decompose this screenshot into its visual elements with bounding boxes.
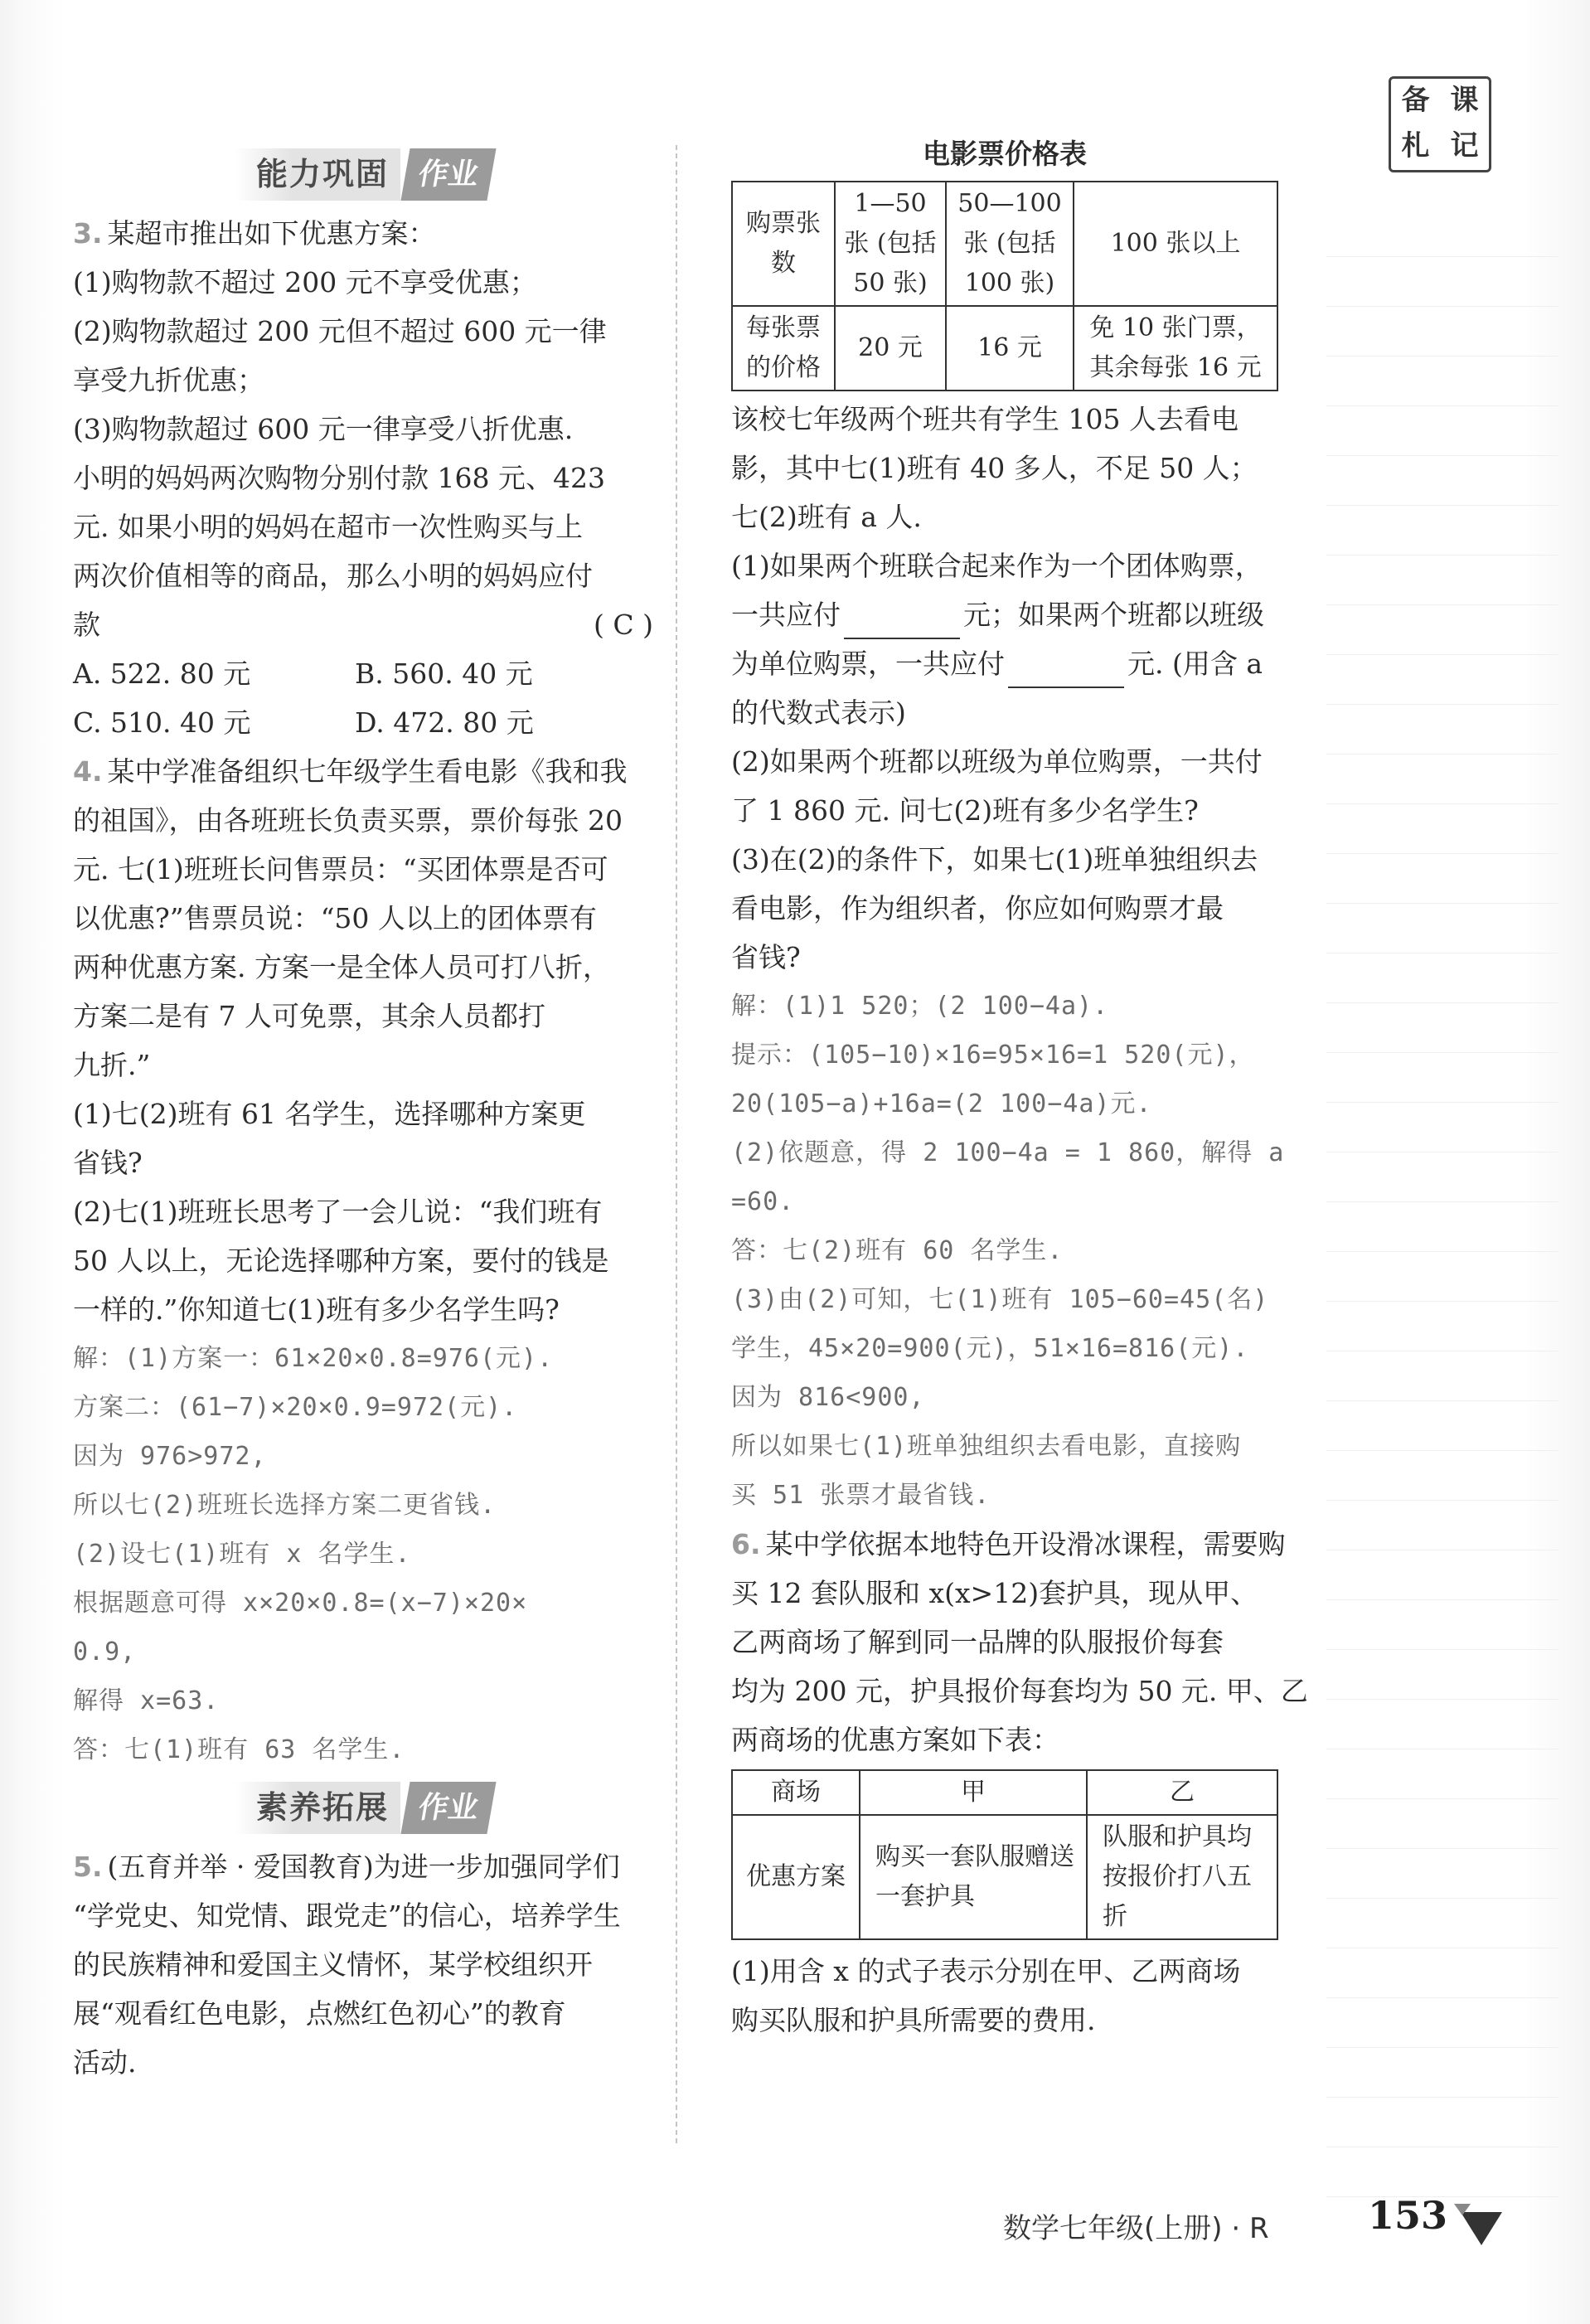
question-text: 两种优惠方案. 方案一是全体人员可打八折， bbox=[73, 951, 610, 983]
solution-text: 所以七(2)班班长选择方案二更省钱. bbox=[73, 1491, 497, 1520]
discount-table bbox=[731, 1769, 1278, 1940]
ticket-price-table bbox=[731, 181, 1278, 391]
table-cell: 免 10 张门票，其余每张 16 元 bbox=[1074, 306, 1277, 391]
question-text: 某中学依据本地特色开设滑冰课程，需要购 bbox=[765, 1528, 1286, 1560]
table-cell: 购票张数 bbox=[732, 182, 835, 306]
answer-choice: ( C ) bbox=[594, 609, 653, 641]
solution-text: 解：(1)1 520；(2 100−4a). bbox=[731, 992, 1109, 1021]
question-5-body bbox=[731, 395, 1285, 1520]
question-text: 一共应付 bbox=[731, 599, 841, 631]
question-text: (1)七(2)班有 61 名学生，选择哪种方案更 bbox=[73, 1098, 586, 1130]
solution-text: 0.9, bbox=[73, 1637, 137, 1667]
question-text: 九折.” bbox=[73, 1049, 151, 1081]
solution-text: 解：(1)方案一：61×20×0.8=976(元). bbox=[73, 1344, 554, 1373]
table-cell: 1—50 张 (包括 50 张) bbox=[835, 182, 946, 306]
question-text: 元；如果两个班都以班级 bbox=[963, 599, 1264, 631]
question-text: 某超市推出如下优惠方案： bbox=[107, 217, 436, 250]
question-text: 小明的妈妈两次购物分别付款 168 元、423 bbox=[73, 462, 605, 494]
question-text: 两次价值相等的商品，那么小明的妈妈应付 bbox=[73, 560, 593, 592]
solution-text: 解得 x=63. bbox=[73, 1686, 220, 1715]
notes-char: 备 bbox=[1401, 84, 1430, 117]
page-number: 153 bbox=[1368, 2193, 1448, 2238]
option-b: B. 560. 40 元 bbox=[355, 657, 533, 690]
table-cell: 16 元 bbox=[946, 306, 1074, 391]
question-text: 七(2)班有 a 人. bbox=[731, 501, 922, 533]
solution-text: (3)由(2)可知，七(1)班有 105−60=45(名) bbox=[731, 1285, 1269, 1314]
solution-text: 方案二：(61−7)×20×0.9=972(元). bbox=[73, 1393, 518, 1422]
section-tag: 作业 bbox=[400, 1782, 496, 1834]
question-text: 了 1 860 元. 问七(2)班有多少名学生? bbox=[731, 794, 1199, 827]
question-text: 看电影，作为组织者，你应如何购票才最 bbox=[731, 892, 1224, 924]
column-divider bbox=[676, 145, 677, 2143]
question-text: (2)如果两个班都以班级为单位购票，一共付 bbox=[731, 745, 1263, 778]
question-number: 4. bbox=[73, 755, 103, 788]
question-text: 均为 200 元，护具报价每套均为 50 元. 甲、乙 bbox=[731, 1675, 1308, 1707]
table-cell: 优惠方案 bbox=[732, 1815, 860, 1939]
solution-text: 因为 816<900, bbox=[731, 1383, 925, 1412]
question-text: (2)购物款超过 200 元但不超过 600 元一律 bbox=[73, 315, 607, 347]
question-text: “学党史、知党情、跟党走”的信心，培养学生 bbox=[73, 1899, 621, 1932]
question-text: 款 bbox=[73, 609, 100, 641]
table-cell: 20 元 bbox=[835, 306, 946, 391]
solution-text: 提示：(105−10)×16=95×16=1 520(元)， bbox=[731, 1041, 1255, 1070]
solution-text: 因为 976>972, bbox=[73, 1442, 267, 1471]
question-text: 的祖国》，由各班班长负责买票，票价每张 20 bbox=[73, 804, 623, 837]
question-text: 展“观看红色电影，点燃红色初心”的教育 bbox=[73, 1997, 566, 2030]
section-header-ability bbox=[73, 148, 653, 201]
option-c: C. 510. 40 元 bbox=[73, 706, 251, 739]
question-number: 6. bbox=[731, 1528, 761, 1560]
question-text: (3)在(2)的条件下，如果七(1)班单独组织去 bbox=[731, 843, 1258, 876]
answer-blank[interactable] bbox=[844, 613, 960, 639]
table-cell: 队服和护具均按报价打八五折 bbox=[1087, 1815, 1277, 1939]
question-text: (1)购物款不超过 200 元不享受优惠； bbox=[73, 266, 537, 298]
solution-text: (2)设七(1)班有 x 名学生. bbox=[73, 1540, 411, 1569]
notes-margin-lines bbox=[1326, 207, 1558, 2197]
question-text: 的代数式表示) bbox=[731, 696, 906, 729]
solution-text: 答：七(2)班有 60 名学生. bbox=[731, 1236, 1064, 1265]
solution-text: 买 51 张票才最省钱. bbox=[731, 1481, 991, 1510]
question-text: 的民族精神和爱国主义情怀，某学校组织开 bbox=[73, 1948, 593, 1981]
question-text: 乙两商场了解到同一品牌的队服报价每套 bbox=[731, 1626, 1224, 1658]
question-text: 为单位购票，一共应付 bbox=[731, 648, 1005, 680]
question-text: 影，其中七(1)班有 40 多人，不足 50 人； bbox=[731, 452, 1258, 484]
table-header: 乙 bbox=[1087, 1770, 1277, 1815]
question-text: 方案二是有 7 人可免票，其余人员都打 bbox=[73, 1000, 545, 1032]
question-text: (2)七(1)班班长思考了一会儿说：“我们班有 bbox=[73, 1196, 603, 1228]
table-cell: 每张票的价格 bbox=[732, 306, 835, 391]
solution-text: 所以如果七(1)班单独组织去看电影，直接购 bbox=[731, 1432, 1242, 1461]
question-text: 购买队服和护具所需要的费用. bbox=[731, 2004, 1096, 2036]
notes-char: 记 bbox=[1450, 129, 1479, 163]
notes-char: 札 bbox=[1401, 129, 1430, 163]
section-tag: 作业 bbox=[400, 148, 496, 201]
solution-text: 根据题意可得 x×20×0.8=(x−7)×20× bbox=[73, 1589, 528, 1618]
question-text: (五育并举 · 爱国教育)为进一步加强同学们 bbox=[107, 1851, 620, 1883]
question-text: 两商场的优惠方案如下表： bbox=[731, 1724, 1059, 1756]
question-text: 买 12 套队服和 x(x>12)套护具，现从甲、 bbox=[731, 1577, 1258, 1609]
solution-text: 学生，45×20=900(元)，51×16=816(元). bbox=[731, 1334, 1249, 1363]
question-4 bbox=[73, 747, 653, 1774]
corner-arrow-icon bbox=[1452, 2195, 1510, 2254]
table-cell: 50—100 张 (包括 100 张) bbox=[946, 182, 1074, 306]
solution-text: =60. bbox=[731, 1187, 795, 1216]
solution-text: (2)依题意，得 2 100−4a = 1 860，解得 a bbox=[731, 1138, 1285, 1167]
solution-text: 20(105−a)+16a=(2 100−4a)元. bbox=[731, 1089, 1152, 1118]
question-text: 该校七年级两个班共有学生 105 人去看电 bbox=[731, 403, 1239, 435]
section-title: 能力巩固 bbox=[235, 148, 400, 201]
section-header-extension bbox=[73, 1781, 653, 1834]
question-text: 元. 七(1)班班长问售票员：“买团体票是否可 bbox=[73, 853, 608, 885]
question-text: 省钱? bbox=[73, 1147, 143, 1179]
table-cell: 100 张以上 bbox=[1074, 182, 1277, 306]
question-text: (1)如果两个班联合起来作为一个团体购票， bbox=[731, 550, 1263, 582]
table-title: 电影票价格表 bbox=[923, 138, 1087, 170]
question-3 bbox=[73, 209, 653, 747]
question-5-intro bbox=[73, 1842, 653, 2087]
question-6 bbox=[731, 1520, 1308, 2045]
table-header: 商场 bbox=[732, 1770, 860, 1815]
question-text: 某中学准备组织七年级学生看电影《我和我 bbox=[107, 755, 628, 788]
question-text: 省钱? bbox=[731, 941, 801, 973]
question-text: 以优惠?”售票员说：“50 人以上的团体票有 bbox=[73, 902, 597, 934]
answer-blank[interactable] bbox=[1008, 662, 1124, 688]
options-row bbox=[73, 698, 653, 747]
question-text: (1)用含 x 的式子表示分别在甲、乙两商场 bbox=[731, 1955, 1241, 1987]
section-title: 素养拓展 bbox=[235, 1782, 400, 1834]
options-row bbox=[73, 649, 653, 698]
question-text: 元. 如果小明的妈妈在超市一次性购买与上 bbox=[73, 511, 583, 543]
question-number: 3. bbox=[73, 217, 103, 250]
question-number: 5. bbox=[73, 1851, 103, 1883]
question-text: 50 人以上，无论选择哪种方案，要付的钱是 bbox=[73, 1244, 609, 1277]
option-a: A. 522. 80 元 bbox=[73, 657, 251, 690]
table-header: 甲 bbox=[860, 1770, 1087, 1815]
question-text: (3)购物款超过 600 元一律享受八折优惠. bbox=[73, 413, 574, 445]
book-title-footer: 数学七年级(上册) · R bbox=[1003, 2212, 1269, 2245]
solution-text: 答：七(1)班有 63 名学生. bbox=[73, 1735, 405, 1764]
question-text: 元. (用含 a bbox=[1127, 648, 1263, 680]
left-column bbox=[73, 141, 653, 2087]
option-d: D. 472. 80 元 bbox=[355, 706, 534, 739]
question-text: 享受九折优惠； bbox=[73, 364, 264, 396]
question-text: 一样的.”你知道七(1)班有多少名学生吗? bbox=[73, 1293, 560, 1326]
notes-char: 课 bbox=[1450, 84, 1479, 117]
lesson-notes-box bbox=[1389, 76, 1491, 172]
right-column bbox=[731, 133, 1308, 2045]
question-text: 活动. bbox=[73, 2046, 137, 2079]
table-cell: 购买一套队服赠送一套护具 bbox=[860, 1815, 1087, 1939]
